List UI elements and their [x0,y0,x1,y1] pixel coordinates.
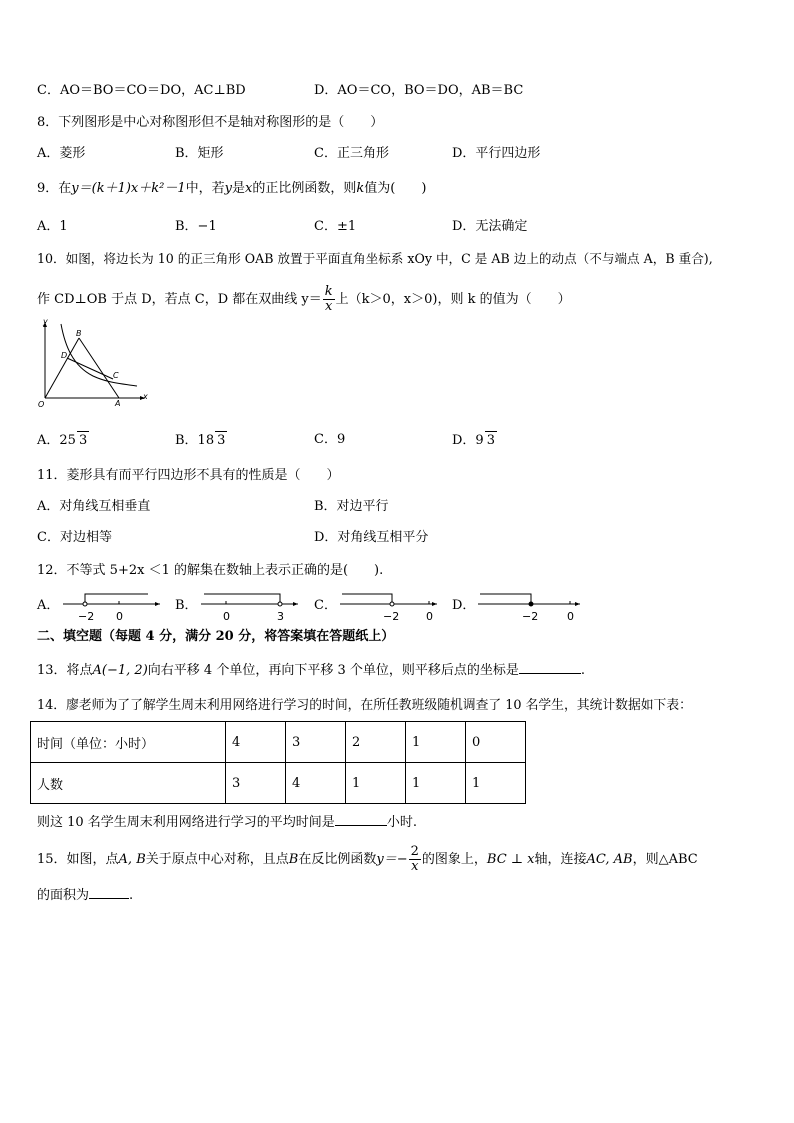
label-c: C [113,371,119,380]
q14-stem: 14．廖老师为了了解学生周末利用网络进行学习的时间，在所任教班级随机调查了 10 名学生，其统计数据如下表： [37,698,692,713]
q13-point: A(−1, 2) [92,663,148,678]
label-b: B [76,329,82,338]
q10-option-d: D．9 3 [452,433,495,448]
open-dot [278,602,282,606]
segment-cd [67,358,113,379]
label-o: O [38,400,45,409]
q14-answer-blank[interactable] [335,813,387,826]
q10-option-b: B．18 3 [175,433,226,448]
q9-option-a: A．1 [37,219,68,234]
q12-option-c-numberline [337,590,442,624]
segment-ob [45,338,79,398]
table-cell: 4 [226,722,286,763]
q11-stem: 11．菱形具有而平行四边形不具有的性质是（ ） [37,468,340,483]
table-cell: 0 [466,722,526,763]
q7-option-c: C．AO＝BO＝CO＝DO，AC⊥BD [37,83,246,98]
solution-ray [204,594,280,604]
axis-arrow [575,602,580,606]
q15-answer-blank[interactable] [89,886,129,899]
tick-label-neg2: −2 [383,610,400,623]
q8-stem: 8．下列图形是中心对称图形但不是轴对称图形的是（ ） [37,115,384,130]
q10-stem-line1: 10．如图，将边长为 10 的正三角形 OAB 放置于平面直角坐标系 xOy 中，C 是 AB 边上的动点（不与端点 A，B 重合), [37,251,713,266]
solution-ray [85,594,148,604]
tick-label-neg2: −2 [78,610,95,623]
q8-option-c: C．正三角形 [314,146,389,161]
table-cell: 3 [286,722,346,763]
table-row [31,722,526,763]
table-cell: 人数 [31,763,226,804]
q9-option-b: B．−1 [175,219,217,234]
q13-answer-blank[interactable] [519,661,581,674]
q11-option-b: B．对边平行 [314,499,389,514]
q7-option-d: D．AO＝CO，BO＝DO，AB＝BC [314,83,524,98]
q12-option-a-numberline [60,590,165,624]
q13-stem: 13．将点A(−1, 2)向右平移 4 个单位，再向下平移 3 个单位，则平移后点的坐标是 . [37,663,585,678]
tick-label-0: 0 [116,610,123,623]
open-dot [83,602,87,606]
tick-label-0: 0 [567,610,574,623]
tick-label-neg2: −2 [522,610,539,623]
label-x: x [143,392,148,401]
open-dot [390,602,394,606]
q8-option-a: A．菱形 [37,146,86,161]
q14-stats-table [30,721,526,804]
tick-label-3: 3 [277,610,284,623]
q12-option-b-numberline [198,590,303,624]
table-cell: 3 [226,763,286,804]
q10-stem-line2: 作 CD⊥OB 于点 D，若点 C，D 都在双曲线 y＝ $\frac{k}{x}$ 上（k＞0，x＞0)，则 k 的值为（ ） [37,284,571,314]
q12-option-a-label: A． [37,598,60,613]
q12-option-d-numberline [475,590,585,624]
label-y: y [43,317,48,326]
q10-option-a: A．25 3 [37,433,88,448]
table-cell: 1 [406,722,466,763]
tick-label-0: 0 [223,610,230,623]
label-d: D [61,351,68,360]
q15-stem-line2: 的面积为 . [37,888,134,903]
q8-option-b: B．矩形 [175,146,224,161]
solution-ray [342,594,392,604]
closed-dot [529,602,533,606]
q12-stem: 12．不等式 5+2x ＜1 的解集在数轴上表示正确的是( ). [37,563,384,578]
q10-figure [33,316,153,412]
q14-question: 则这 10 名学生周末利用网络进行学习的平均时间是 小时. [37,815,417,830]
hyperbola-curve [61,324,137,386]
q10-fraction: $\frac{k}{x}$ [324,284,333,314]
q12-option-b-label: B． [175,598,198,613]
q12-option-c-label: C． [314,598,337,613]
q9-option-d: D．无法确定 [452,219,528,234]
q9-formula: y＝(k＋1)x＋k²－1 [71,181,186,196]
segment-ab [79,338,119,398]
tick-label-0: 0 [426,610,433,623]
q12-option-d-label: D． [452,598,476,613]
table-cell: 时间（单位：小时） [31,722,226,763]
table-cell: 1 [406,763,466,804]
q9-stem: 9．在y＝(k＋1)x＋k²－1中，若y是x的正比例函数，则k值为( ) [37,181,427,196]
q15-stem-line1: 15．如图，点A, B关于原点中心对称，且点B在反比例函数y＝− $\frac{2}{x}$ 的图象上，BC ⊥ x轴，连接AC, AB，则△ABC [37,844,698,874]
axis-arrow [293,602,298,606]
table-cell: 1 [346,763,406,804]
solution-ray [480,594,531,604]
table-cell: 4 [286,763,346,804]
q11-option-c: C．对边相等 [37,530,112,545]
axis-arrow [155,602,160,606]
axis-arrow [432,602,437,606]
q10-option-c: C．9 [314,432,346,447]
table-cell: 2 [346,722,406,763]
q11-option-a: A．对角线互相垂直 [37,499,151,514]
label-a: A [115,399,121,408]
table-row [31,763,526,804]
q9-option-c: C．±1 [314,219,357,234]
q8-option-d: D．平行四边形 [452,146,541,161]
table-cell: 1 [466,763,526,804]
q11-option-d: D．对角线互相平分 [314,530,429,545]
q15-fraction: $\frac{2}{x}$ [410,844,419,874]
section-fill-in-heading: 二、填空题（每题 4 分，满分 20 分，将答案填在答题纸上） [37,629,395,644]
